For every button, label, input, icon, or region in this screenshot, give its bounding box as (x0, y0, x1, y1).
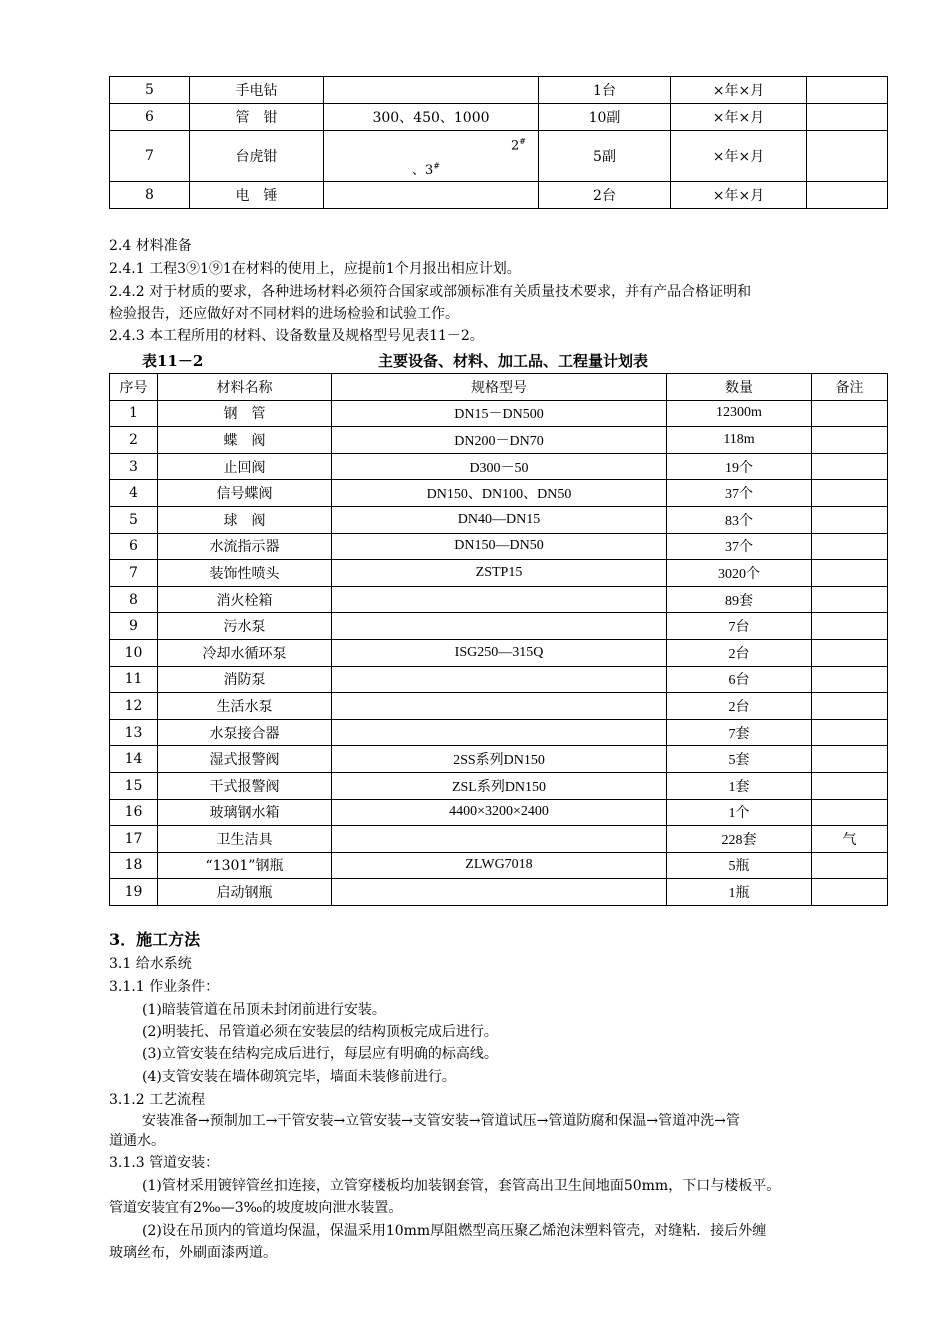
table-row (110, 506, 888, 533)
table-cell: 2SS系列DN150 (332, 746, 667, 773)
table-cell: 37个 (667, 480, 812, 507)
table-cell: 228套 (667, 826, 812, 853)
table-cell: DN150—DN50 (332, 533, 667, 560)
table-cell: 2台 (667, 693, 812, 720)
table-cell: 7套 (667, 719, 812, 746)
table-cell (332, 666, 667, 693)
paragraph: 道通水。 (109, 1133, 165, 1149)
table-cell: 5瓶 (667, 852, 812, 879)
list-item: (4)支管安装在墙体砌筑完毕，墙面未装修前进行。 (142, 1069, 456, 1085)
table-cell: 气 (812, 826, 888, 853)
table-cell: 1 (110, 400, 158, 427)
table-cell: 16 (110, 799, 158, 826)
section-heading: 3．施工方法 (109, 930, 201, 949)
table-cell (332, 586, 667, 613)
table-cell: 4 (110, 480, 158, 507)
table-cell: DN150、DN100、DN50 (332, 480, 667, 507)
table-cell: 消防泵 (158, 666, 332, 693)
list-item: (1)暗装管道在吊顶未封闭前进行安装。 (142, 1002, 386, 1018)
list-item: (2)明装托、吊管道必须在安装层的结构顶板完成后进行。 (142, 1024, 498, 1040)
table-row (110, 427, 888, 454)
table-cell (812, 879, 888, 906)
table-cell: ISG250—315Q (332, 639, 667, 666)
table-row: 6 管 钳 300、450、1000 10副 ×年×月 (110, 104, 888, 131)
table-cell (812, 746, 888, 773)
table-row: 7 台虎钳 2# 、3# 5副 ×年×月 (110, 131, 888, 182)
table-cell: D300－50 (332, 453, 667, 480)
table-row (110, 719, 888, 746)
spec-part-b: 、3# (412, 161, 440, 178)
table-cell: 2台 (667, 639, 812, 666)
paragraph: 2.4.1 工程3⑨1⑨1在材料的使用上，应提前1个月报出相应计划。 (109, 261, 521, 277)
table-row (110, 639, 888, 666)
table-cell: 15 (110, 772, 158, 799)
table-row (110, 480, 888, 507)
table-cell (812, 719, 888, 746)
table-cell: 5套 (667, 746, 812, 773)
table-cell: 6 (110, 533, 158, 560)
table-cell (332, 613, 667, 640)
table-row (110, 586, 888, 613)
table-cell: 1瓶 (667, 879, 812, 906)
material-table (109, 373, 888, 906)
table-cell: 6台 (667, 666, 812, 693)
table-row (110, 852, 888, 879)
table-row (110, 772, 888, 799)
table-row (110, 453, 888, 480)
table-cell: 干式报警阀 (158, 772, 332, 799)
subsection-title: 3.1.2 工艺流程 (109, 1092, 206, 1108)
table-cell: 8 (110, 586, 158, 613)
table-cell (332, 693, 667, 720)
table-cell: 3020个 (667, 560, 812, 587)
tools-table (109, 76, 888, 209)
table-row (110, 613, 888, 640)
table-row (110, 400, 888, 427)
table-label: 表11－2 (142, 352, 204, 370)
table-cell: 10 (110, 639, 158, 666)
table-cell: 3 (110, 453, 158, 480)
table-header-row: 序号 材料名称 规格型号 数量 备注 (110, 374, 888, 401)
paragraph: 玻璃丝布，外刷面漆两道。 (109, 1245, 277, 1261)
table-cell: 1个 (667, 799, 812, 826)
table-cell (332, 826, 667, 853)
table-cell: 2 (110, 427, 158, 454)
subsection-title: 3.1.3 管道安装： (109, 1155, 220, 1171)
table-cell: 启动钢瓶 (158, 879, 332, 906)
table-cell: 18 (110, 852, 158, 879)
paragraph: 2.4.2 对于材质的要求，各种进场材料必须符合国家或部颁标准有关质量技术要求，并有产品合格证明和 (109, 284, 752, 300)
table-cell (812, 586, 888, 613)
table-cell: 湿式报警阀 (158, 746, 332, 773)
table-cell: ZSL系列DN150 (332, 772, 667, 799)
paragraph: 管道安装宜有2‰—3‰的坡度坡向泄水装置。 (109, 1200, 403, 1216)
table-cell: DN40—DN15 (332, 506, 667, 533)
table-cell: DN200－DN70 (332, 427, 667, 454)
table-cell: 89套 (667, 586, 812, 613)
table-cell: DN15－DN500 (332, 400, 667, 427)
table-cell (812, 560, 888, 587)
spec-part-a: 2# (511, 137, 526, 154)
table-cell: 卫生洁具 (158, 826, 332, 853)
table-cell (332, 719, 667, 746)
table-cell: 蝶 阀 (158, 427, 332, 454)
table-cell: 生活水泵 (158, 693, 332, 720)
table-row: 8 电 锤 2台 ×年×月 (110, 182, 888, 209)
paragraph: (2)设在吊顶内的管道均保温，保温采用10mm厚阻燃型高压聚乙烯泡沫塑料管壳，对缝粘．接后外缠 (142, 1223, 767, 1239)
subsection-title: 3.1.1 作业条件： (109, 979, 220, 995)
table-cell: 19 (110, 879, 158, 906)
table-cell (812, 427, 888, 454)
table-cell: 118m (667, 427, 812, 454)
table-cell: 信号蝶阀 (158, 480, 332, 507)
table-row (110, 666, 888, 693)
paragraph: 2.4.3 本工程所用的材料、设备数量及规格型号见表11－2。 (109, 328, 484, 344)
table-row (110, 560, 888, 587)
list-item: (3)立管安装在结构完成后进行，每层应有明确的标高线。 (142, 1046, 498, 1062)
paragraph: 检验报告，还应做好对不同材料的进场检验和试验工作。 (109, 306, 459, 322)
table-cell (332, 879, 667, 906)
table-cell (812, 506, 888, 533)
table-cell: 13 (110, 719, 158, 746)
table-row: 5 手电钻 1台 ×年×月 (110, 77, 888, 104)
section-title: 2.4 材料准备 (109, 238, 192, 254)
table-cell: 17 (110, 826, 158, 853)
table-cell: ZSTP15 (332, 560, 667, 587)
table-cell: 水泵接合器 (158, 719, 332, 746)
table-cell (812, 666, 888, 693)
spec-cell (324, 131, 539, 182)
table-row (110, 879, 888, 906)
table-cell: “1301”钢瓶 (158, 852, 332, 879)
table-row (110, 826, 888, 853)
table-cell: 37个 (667, 533, 812, 560)
table-cell (812, 852, 888, 879)
table-row (110, 693, 888, 720)
table-cell: 止回阀 (158, 453, 332, 480)
table-cell: 7 (110, 560, 158, 587)
table-row (110, 746, 888, 773)
table-cell: ZLWG7018 (332, 852, 667, 879)
table-caption: 主要设备、材料、加工品、工程量计划表 (378, 352, 649, 370)
table-cell (812, 693, 888, 720)
table-cell: 消火栓箱 (158, 586, 332, 613)
table-cell: 钢 管 (158, 400, 332, 427)
table-cell (812, 480, 888, 507)
table-cell: 19个 (667, 453, 812, 480)
table-cell: 9 (110, 613, 158, 640)
table-cell (812, 772, 888, 799)
table-cell: 玻璃钢水箱 (158, 799, 332, 826)
table-cell (812, 533, 888, 560)
table-cell: 5 (110, 506, 158, 533)
table-cell (812, 613, 888, 640)
table-cell: 11 (110, 666, 158, 693)
table-cell (812, 639, 888, 666)
table-cell: 12 (110, 693, 158, 720)
table-cell: 球 阀 (158, 506, 332, 533)
table-row (110, 799, 888, 826)
table-cell: 水流指示器 (158, 533, 332, 560)
table-cell (812, 453, 888, 480)
paragraph: (1)管材采用镀锌管丝扣连接，立管穿楼板均加装钢套管，套管高出卫生间地面50mm，下口与楼板平。 (142, 1178, 781, 1194)
table-cell: 12300m (667, 400, 812, 427)
table-cell: 1套 (667, 772, 812, 799)
table-cell (812, 400, 888, 427)
table-cell: 14 (110, 746, 158, 773)
table-cell: 83个 (667, 506, 812, 533)
table-cell: 污水泵 (158, 613, 332, 640)
table-cell: 冷却水循环泵 (158, 639, 332, 666)
table-cell: 装饰性喷头 (158, 560, 332, 587)
table-row (110, 533, 888, 560)
table-cell (812, 799, 888, 826)
table-cell: 4400×3200×2400 (332, 799, 667, 826)
subsection-title: 3.1 给水系统 (109, 956, 192, 972)
table-cell: 7台 (667, 613, 812, 640)
paragraph: 安装准备→预制加工→干管安装→立管安装→支管安装→管道试压→管道防腐和保温→管道冲洗→管 (142, 1113, 740, 1129)
